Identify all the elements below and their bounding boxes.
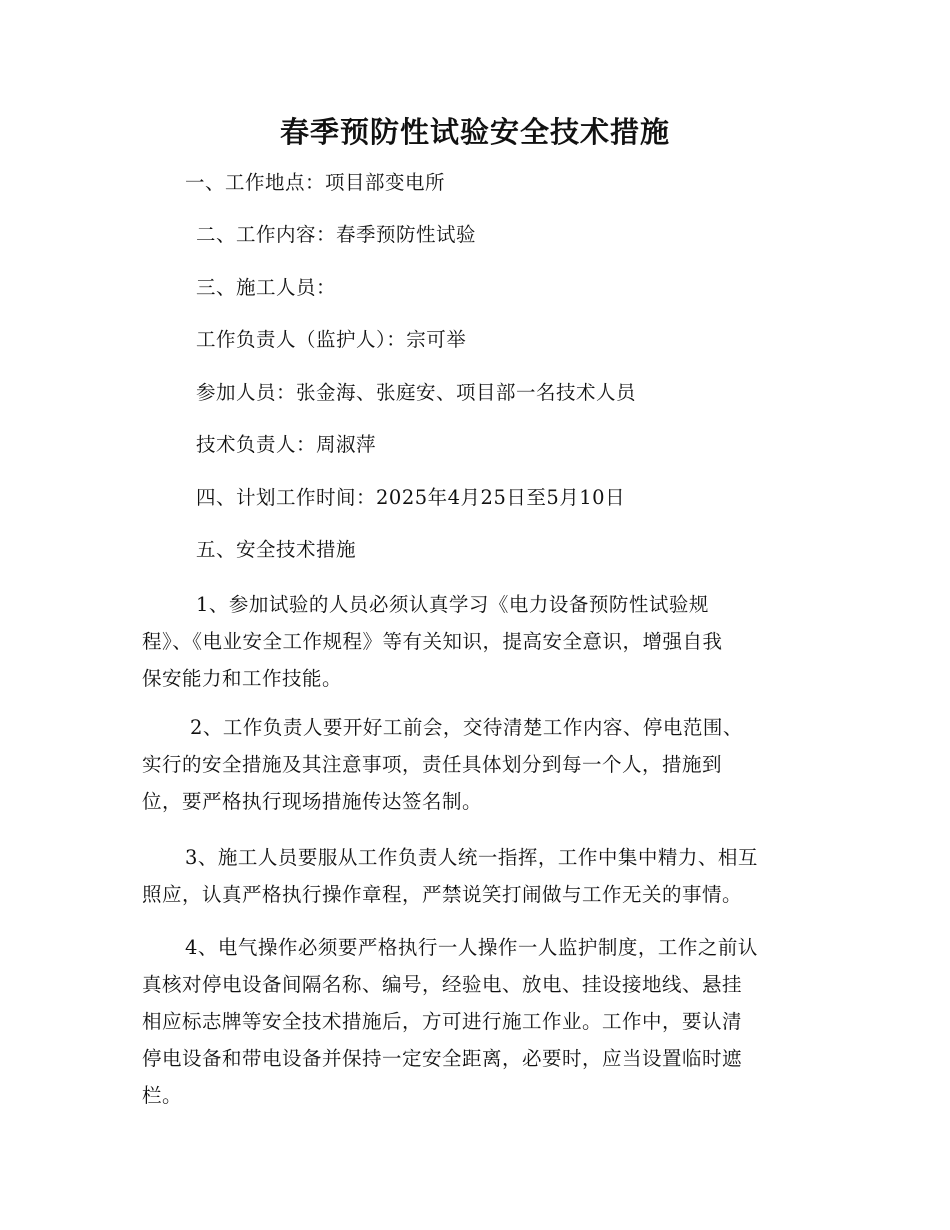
paragraph-line: 程》、《电业安全工作规程》等有关知识，提高安全意识，增强自我: [142, 630, 723, 653]
work-location-line: 一、工作地点：项目部变电所: [185, 171, 446, 194]
paragraph-line: 3、施工人员要服从工作负责人统一指挥，工作中集中精力、相互: [185, 846, 758, 869]
measure-paragraph-4: [142, 931, 802, 1116]
paragraph-line: 2、工作负责人要开好工前会，交待清楚工作内容、停电范围、: [190, 716, 743, 739]
paragraph-line: 栏。: [142, 1084, 183, 1107]
measure-paragraph-1: [142, 588, 802, 699]
measure-paragraph-2: [142, 711, 802, 822]
supervisor-line: 工作负责人（监护人）：宗可举: [196, 328, 467, 351]
safety-measures-heading: 五、安全技术措施: [196, 538, 357, 561]
paragraph-line: 真核对停电设备间隔名称、编号，经验电、放电、挂设接地线、悬挂: [142, 973, 743, 996]
paragraph-line: 相应标志牌等安全技术措施后，方可进行施工作业。工作中，要认清: [142, 1010, 743, 1033]
document-title: 春季预防性试验安全技术措施: [279, 115, 670, 149]
paragraph-line: 停电设备和带电设备并保持一定安全距离，必要时，应当设置临时遮: [142, 1047, 743, 1070]
schedule-line: 四、计划工作时间：2025年4月25日至5月10日: [196, 486, 626, 509]
measure-paragraph-3: [142, 841, 802, 915]
paragraph-line: 4、电气操作必须要严格执行一人操作一人监护制度，工作之前认: [185, 936, 758, 959]
paragraph-line: 保安能力和工作技能。: [142, 667, 343, 690]
paragraph-line: 1、参加试验的人员必须认真学习《电力设备预防性试验规: [196, 593, 709, 616]
personnel-heading-line: 三、施工人员：: [196, 276, 337, 299]
participants-line: 参加人员：张金海、张庭安、项目部一名技术人员: [196, 381, 637, 404]
work-content-line: 二、工作内容：春季预防性试验: [196, 223, 477, 246]
technical-lead-line: 技术负责人：周淑萍: [196, 433, 377, 456]
paragraph-line: 位，要严格执行现场措施传达签名制。: [142, 790, 483, 813]
paragraph-line: 照应，认真严格执行操作章程，严禁说笑打闹做与工作无关的事情。: [142, 883, 743, 906]
paragraph-line: 实行的安全措施及其注意事项，责任具体划分到每一个人，措施到: [142, 753, 723, 776]
